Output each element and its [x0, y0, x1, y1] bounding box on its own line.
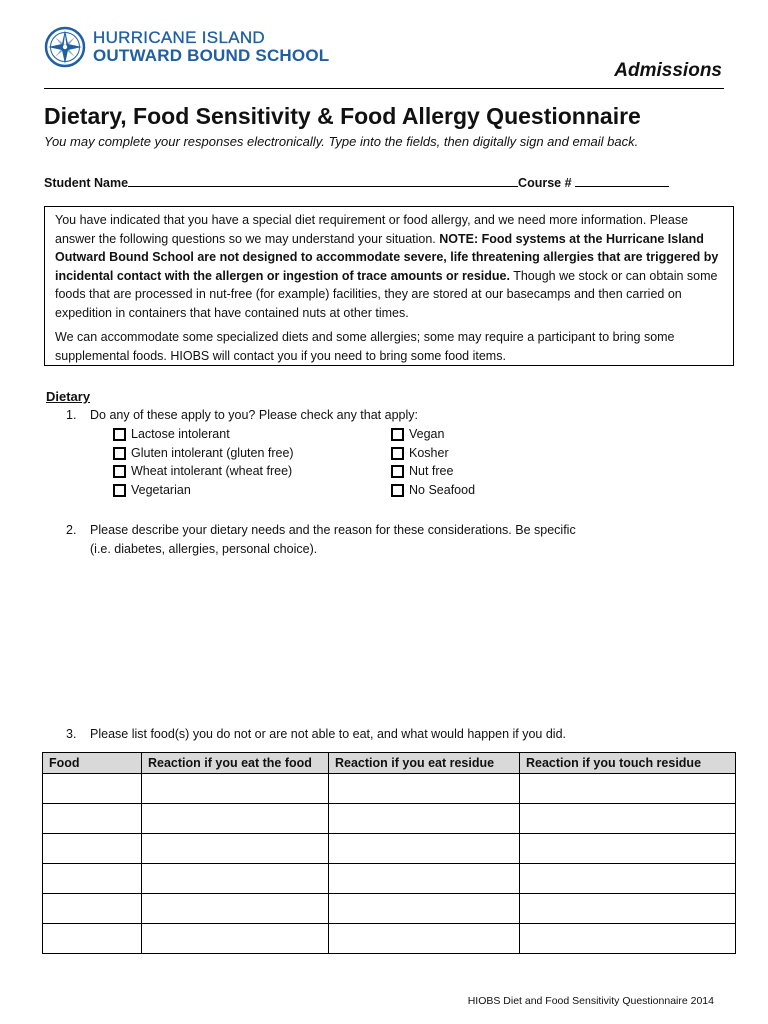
intro-note-bold: NOTE: Food systems at the Hurricane Island Outward Bound School are not designed to accommodate severe, life threatening allergies that are triggered by incidental contact with the allergen or ingestion of trace amounts or residue. — [55, 231, 719, 283]
checkbox[interactable] — [113, 465, 126, 478]
question-3-text: Please list food(s) you do not or are not able to eat, and what would happen if you did. — [90, 727, 567, 741]
column-header-eat-food: Reaction if you eat the food — [142, 753, 329, 774]
org-name-line2: OUTWARD BOUND SCHOOL — [93, 46, 330, 65]
table-cell[interactable] — [329, 924, 520, 954]
table-cell[interactable] — [520, 834, 736, 864]
food-reaction-table — [42, 752, 736, 954]
checkbox[interactable] — [113, 428, 126, 441]
option-label: Lactose intolerant — [131, 427, 230, 441]
intro-text-end: Though we stock or can obtain some foods that are processed in nut-free (for example) facilities, they are stored at our basecamps and then carried on expedition in containers that have contained nuts at other times. — [55, 268, 718, 320]
table-header-row — [43, 753, 736, 774]
question-1 — [66, 406, 418, 425]
checkbox[interactable] — [113, 484, 126, 497]
intro-notice-box — [44, 206, 734, 366]
header-divider — [44, 88, 724, 89]
option-lactose-intolerant[interactable] — [113, 425, 294, 444]
column-header-food: Food — [43, 753, 142, 774]
table-cell[interactable] — [329, 864, 520, 894]
intro-paragraph-1 — [55, 211, 723, 322]
option-label: Vegetarian — [131, 483, 191, 498]
page-footer: HIOBS Diet and Food Sensitivity Questionnaire 2014 — [467, 995, 714, 1007]
checkbox[interactable] — [391, 447, 404, 460]
table-cell[interactable] — [520, 894, 736, 924]
table-cell[interactable] — [142, 834, 329, 864]
course-number-field[interactable] — [575, 174, 669, 187]
course-label: Course # — [518, 176, 572, 190]
table-cell[interactable] — [43, 834, 142, 864]
checkbox[interactable] — [391, 428, 404, 441]
checkbox[interactable] — [113, 447, 126, 460]
student-name-field[interactable] — [128, 174, 518, 187]
table-row — [43, 774, 736, 804]
intro-paragraph-2: We can accommodate some specialized diets and some allergies; some may require a participant to bring some supplemental foods. HIOBS will contact you if you need to bring some food items. — [55, 330, 675, 363]
table-cell[interactable] — [142, 774, 329, 804]
question-2-continuation: (i.e. diabetes, allergies, personal choice). — [90, 541, 318, 556]
column-header-eat-residue: Reaction if you eat residue — [329, 753, 520, 774]
option-label: Nut free — [409, 464, 454, 479]
dietary-options-left — [113, 425, 294, 500]
option-label: Vegan — [409, 427, 445, 441]
table-cell[interactable] — [142, 864, 329, 894]
question-1-text: Do any of these apply to you? Please check any that apply: — [90, 408, 418, 422]
checkbox[interactable] — [391, 484, 404, 497]
table-cell[interactable] — [142, 894, 329, 924]
student-info-row — [44, 174, 669, 190]
dietary-options-right — [391, 425, 475, 500]
table-cell[interactable] — [43, 924, 142, 954]
org-logo — [44, 26, 329, 68]
table-cell[interactable] — [520, 924, 736, 954]
department-label: Admissions — [614, 60, 722, 81]
table-cell[interactable] — [329, 774, 520, 804]
table-row — [43, 804, 736, 834]
question-1-number: 1. — [66, 408, 77, 422]
org-name-line1: HURRICANE ISLAND — [93, 28, 265, 47]
table-cell[interactable] — [329, 894, 520, 924]
option-no-seafood[interactable] — [391, 481, 475, 500]
option-label: Kosher — [409, 445, 449, 460]
table-cell[interactable] — [142, 924, 329, 954]
checkbox[interactable] — [391, 465, 404, 478]
option-label: No Seafood — [409, 483, 476, 498]
column-header-touch-residue: Reaction if you touch residue — [520, 753, 736, 774]
table-row — [43, 894, 736, 924]
student-name-label: Student Name — [44, 176, 129, 190]
table-cell[interactable] — [43, 804, 142, 834]
dietary-heading: Dietary — [46, 389, 91, 404]
org-name — [93, 29, 329, 65]
question-3 — [66, 725, 566, 744]
table-row — [43, 864, 736, 894]
table-row — [43, 924, 736, 954]
table-cell[interactable] — [520, 864, 736, 894]
table-cell[interactable] — [329, 834, 520, 864]
option-label: Gluten intolerant (gluten free) — [131, 445, 294, 460]
table-cell[interactable] — [329, 804, 520, 834]
option-wheat-intolerant[interactable] — [113, 462, 294, 481]
page-subtitle: You may complete your responses electronically. Type into the fields, then digitally sign and email back. — [44, 134, 639, 149]
table-cell[interactable] — [43, 864, 142, 894]
option-vegetarian[interactable] — [113, 481, 294, 500]
option-kosher[interactable] — [391, 444, 475, 463]
page-title: Dietary, Food Sensitivity & Food Allergy Questionnaire — [44, 103, 641, 129]
question-2-text: Please describe your dietary needs and the reason for these considerations. Be specific — [90, 523, 576, 537]
option-vegan[interactable] — [391, 425, 475, 444]
intro-text-start: You have indicated that you have a special diet requirement or food allergy, and we need more information. Please answer the following questions so we may understand your situation. — [55, 213, 689, 246]
table-cell[interactable] — [43, 774, 142, 804]
table-cell[interactable] — [43, 894, 142, 924]
table-cell[interactable] — [142, 804, 329, 834]
table-cell[interactable] — [520, 804, 736, 834]
option-label: Wheat intolerant (wheat free) — [131, 464, 293, 479]
option-nut-free[interactable] — [391, 462, 475, 481]
table-cell[interactable] — [520, 774, 736, 804]
table-row — [43, 834, 736, 864]
question-2-number: 2. — [66, 523, 77, 537]
question-2 — [66, 521, 666, 558]
question-3-number: 3. — [66, 727, 77, 741]
option-gluten-intolerant[interactable] — [113, 444, 294, 463]
compass-rose-icon — [44, 26, 86, 68]
